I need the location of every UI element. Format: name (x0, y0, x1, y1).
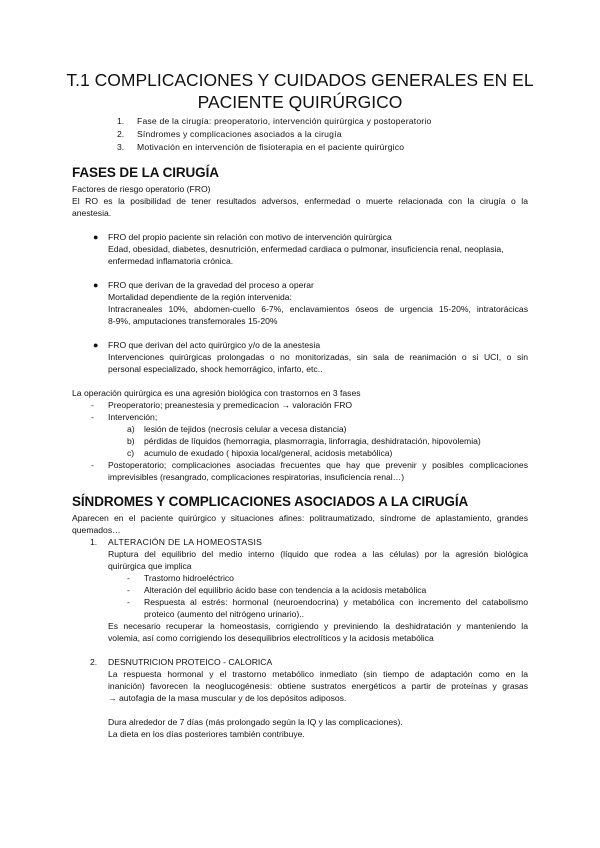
toc-item-1: Fase de la cirugía: preoperatorio, intervención quirúrgica y postoperatorio (137, 116, 432, 126)
homeostasis-detail-3a: Respuesta al estrés: hormonal (neuroendocrina) y metabólica con incremento del catabolismo (144, 597, 528, 607)
bullet-dot-icon: ● (93, 280, 99, 290)
desnutricion-line2: inanición) favorecen la neoglucogénesis: obtiene sustratos energéticos a partir de proteínas y grasas (108, 681, 528, 691)
homeostasis-line1: Ruptura del equilibrio del medio interno (líquido que rodea a las células) por la agresión biológica (108, 549, 528, 559)
toc-item-2: Síndromes y complicaciones asociados a la cirugía (137, 129, 342, 139)
sindromes-intro-line1: Aparecen en el paciente quirúrgico y situaciones afines: politraumatizado, síndrome de aplastamiento, grandes (72, 513, 528, 523)
fro-patient-line3: enfermedad inflamatoria crónica. (108, 256, 234, 266)
dash-marker: - (91, 412, 94, 422)
sub-letter-c: c) (127, 448, 135, 458)
sub-letter-a: a) (127, 424, 135, 434)
homeostasis-detail-2: Alteración del equilibrio ácido base con tendencia a la acidosis metabólica (144, 585, 427, 595)
dash-marker: - (91, 400, 94, 410)
homeostasis-conclusion-2: volemia, así como corrigiendo los desequilibrios electrolíticos y la acidosis metabólica (108, 633, 434, 643)
dash-marker: - (127, 573, 130, 583)
toc-number-3: 3. (117, 142, 125, 152)
sindromes-intro-line2: quemados… (72, 525, 121, 535)
bullet-dot-icon: ● (93, 232, 99, 242)
homeostasis-conclusion-1: Es necesario recuperar la homeostasis, corrigiendo y previniendo la deshidratación y manteniendo la (108, 621, 528, 631)
fro-surgery-line2: Intervenciones quirúrgicas prolongadas o no monitorizadas, sin sala de reanimación o si UCI, o sin (108, 352, 528, 362)
fro-severity-line2: Mortalidad dependiente de la región intervenida: (108, 292, 292, 302)
sub-letter-b: b) (127, 436, 135, 446)
phase-preoperatorio: Preoperatorio; preanestesia y premedicacion → valoración FRO (108, 400, 353, 410)
toc-number-1: 1. (117, 116, 125, 126)
phase-intervencion: Intervención; (108, 412, 158, 422)
section-heading-fases: FASES DE LA CIRUGÍA (72, 165, 219, 180)
intro-ro-line2: anestesia. (72, 208, 112, 218)
desnutricion-duration: Dura alrededor de 7 días (más prolongado según la IQ y las complicaciones). (108, 717, 403, 727)
toc-number-2: 2. (117, 129, 125, 139)
fro-severity-line4: 8-9%, amputaciones transfemorales 15-20% (108, 316, 278, 326)
intervention-item-a: lesión de tejidos (necrosis celular a vecesa distancia) (144, 424, 347, 434)
dash-marker: - (127, 585, 130, 595)
dash-marker: - (127, 597, 130, 607)
phases-intro: La operación quirúrgica es una agresión biológica con trastornos en 3 fases (72, 388, 361, 398)
homeostasis-title: ALTERACIÓN DE LA HOMEOSTASIS (108, 537, 263, 547)
fro-patient-line2: Edad, obesidad, diabetes, desnutrición, enfermedad cardiaca o pulmonar, insuficiencia renal, neoplasia, (108, 244, 504, 254)
intervention-item-b: pérdidas de líquidos (hemorragia, plasmorragia, linforragia, deshidratación, hipovolemia) (144, 436, 481, 446)
desnutricion-title: DESNUTRICION PROTEICO - CALORICA (108, 657, 273, 667)
fro-patient-title: FRO del propio paciente sin relación con motivo de intervención quirúrgica (108, 232, 392, 242)
toc-item-3: Motivación en intervención de fisioterapia en el paciente quirúrgico (137, 142, 405, 152)
document-title-line2: PACIENTE QUIRÚRGICO (197, 92, 403, 112)
document-title-line1: T.1 COMPLICACIONES Y CUIDADOS GENERALES EN EL (66, 70, 534, 90)
fro-surgery-line3: personal especializado, shock hemorrágico, infarto, etc.. (108, 364, 323, 374)
section-heading-sindromes: SÍNDROMES Y COMPLICACIONES ASOCIADOS A LA CIRUGÍA (72, 494, 469, 509)
bullet-dot-icon: ● (93, 340, 99, 350)
homeostasis-detail-1: Trastorno hidroeléctrico (144, 573, 234, 583)
desnutricion-line1: La respuesta hormonal y el trastorno metabólico inmediato (sin tiempo de adaptación como en la (108, 669, 528, 679)
item-number-2: 2. (90, 657, 98, 667)
desnutricion-line3: → autofagia de la masa muscular y de los depósitos adiposos. (108, 693, 347, 703)
intro-ro-line1: El RO es la posibilidad de tener resultados adversos, enfermedad o muerte relacionada con la cirugía o la (72, 196, 528, 206)
homeostasis-detail-3b: proteico (aumento del nitrógeno urinario).. (144, 609, 305, 619)
fro-severity-title: FRO que derivan de la gravedad del proceso a operar (108, 280, 314, 290)
fro-severity-line3: Intracraneales 10%, abdomen-cuello 6-7%, enclavamientos óseos de urgencia 15-20%, intratorácicas (108, 304, 528, 314)
desnutricion-diet: La dieta en los días posteriores también contribuye. (108, 729, 305, 739)
phase-postoperatorio-line2: imprevisibles (resangrado, complicaciones respiratorias, insuficiencia renal…) (108, 472, 405, 482)
fro-surgery-title: FRO que derivan del acto quirúrgico y/o de la anestesia (108, 340, 321, 350)
item-number-1: 1. (90, 537, 98, 547)
homeostasis-line2: quirúrgica que implica (108, 561, 192, 571)
phase-postoperatorio-line1: Postoperatorio; complicaciones asociadas frecuentes que hay que prevenir y posibles complicaciones (108, 460, 528, 470)
subheading-fro: Factores de riesgo operatorio (FRO) (72, 184, 211, 194)
intervention-item-c: acumulo de exudado ( hipoxia local/general, acidosis metabólica) (144, 448, 393, 458)
dash-marker: - (91, 460, 94, 470)
